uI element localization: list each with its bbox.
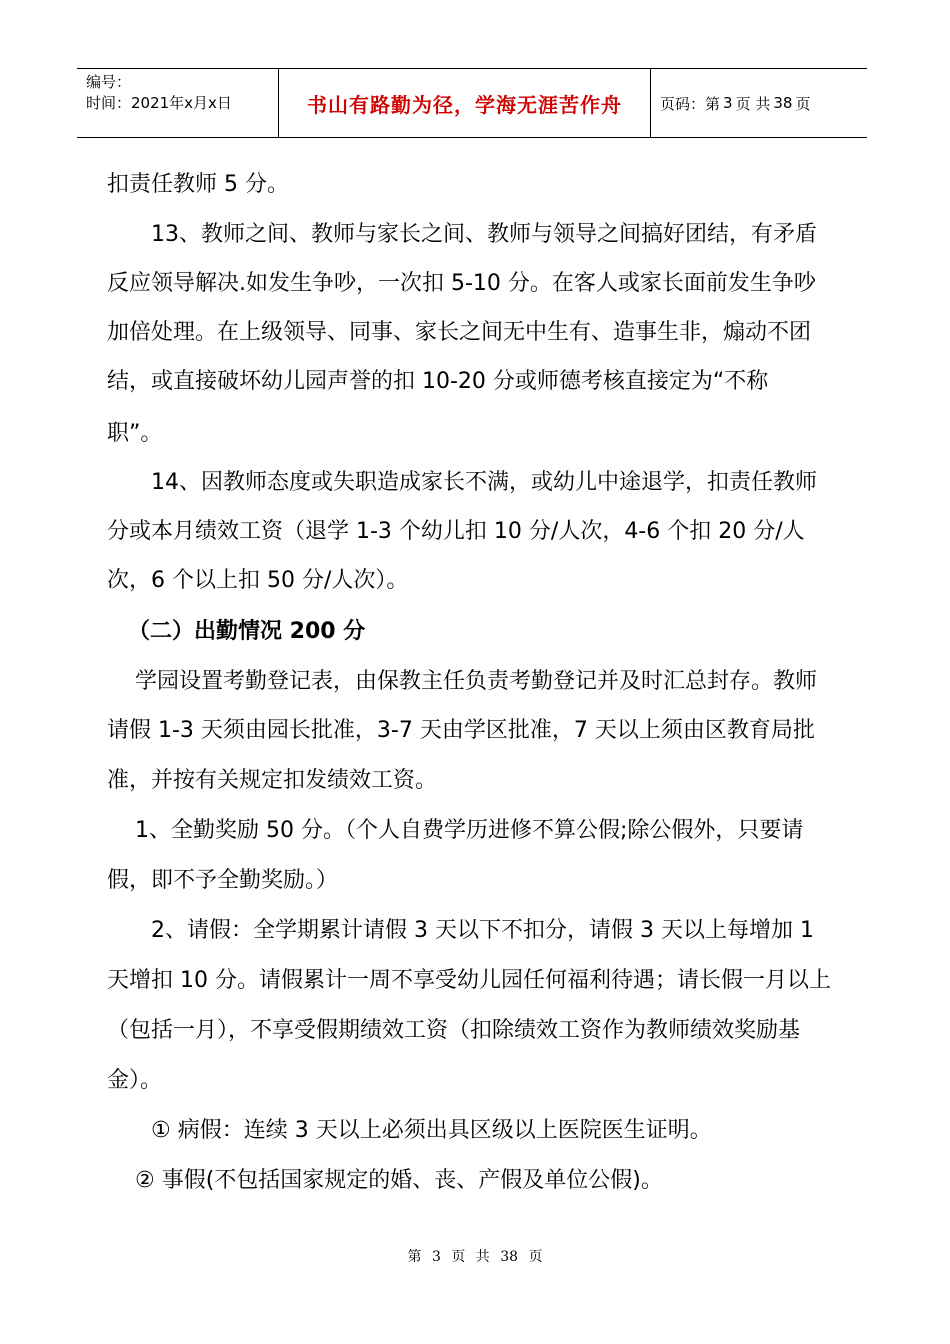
- body-line: 天增扣 10 分。请假累计一周不享受幼儿园任何福利待遇；请长假一月以上: [107, 968, 831, 993]
- motto-text: 书山有路勤为径，学海无涯苦作舟: [307, 92, 622, 117]
- footer-page-current: 3: [431, 1249, 441, 1265]
- body-line: 13、教师之间、教师与家长之间、教师与领导之间搞好团结，有矛盾: [151, 222, 817, 247]
- body-line: 假，即不予全勤奖励。）: [107, 868, 339, 893]
- footer-page-total: 38: [500, 1249, 519, 1265]
- date-label: 时间：2021年x月x日: [86, 94, 232, 112]
- body-line: 结，或直接破坏幼儿园声誉的扣 10-20 分或师德考核直接定为“不称: [107, 369, 769, 394]
- body-line: 金）。: [107, 1068, 163, 1093]
- body-line: 加倍处理。在上级领导、同事、家长之间无中生有、造事生非，煽动不团: [107, 320, 812, 345]
- page-suffix: 页: [795, 94, 811, 113]
- body-line: 1、全勤奖励 50 分。（个人自费学历进修不算公假;除公假外，只要请: [135, 818, 804, 843]
- page-prefix: 页码：第: [660, 94, 721, 113]
- page-header: [77, 68, 867, 138]
- footer-mid1: 页: [451, 1249, 466, 1265]
- list-item: ② 事假(不包括国家规定的婚、丧、产假及单位公假)。: [135, 1168, 663, 1193]
- body-line: 14、因教师态度或失职造成家长不满，或幼儿中途退学，扣责任教师: [151, 470, 817, 495]
- body-line: 扣责任教师 5 分。: [107, 172, 289, 197]
- body-line: 分或本月绩效工资（退学 1-3 个幼儿扣 10 分/人次，4-6 个扣 20 分/人: [107, 519, 805, 544]
- serial-number-label: 编号：: [86, 73, 132, 91]
- page-mid: 页 共: [735, 94, 771, 113]
- body-line: 反应领导解决.如发生争吵，一次扣 5-10 分。在客人或家长面前发生争吵: [107, 271, 816, 296]
- body-line: （包括一月），不享受假期绩效工资（扣除绩效工资作为教师绩效奖励基: [107, 1018, 801, 1043]
- body-line: 2、请假：全学期累计请假 3 天以下不扣分，请假 3 天以上每增加 1: [151, 918, 814, 943]
- body-line: 准，并按有关规定扣发绩效工资。: [107, 768, 438, 793]
- page-footer: [0, 1246, 950, 1266]
- header-page-cell: [651, 69, 867, 137]
- footer-mid2: 共: [475, 1249, 490, 1265]
- footer-prefix: 第: [407, 1249, 422, 1265]
- list-item: ① 病假：连续 3 天以上必须出具区级以上医院医生证明。: [151, 1118, 712, 1143]
- page-current: 3: [723, 94, 733, 112]
- body-line: 次，6 个以上扣 50 分/人次）。: [107, 568, 409, 593]
- header-motto-cell: [279, 69, 651, 137]
- body-line: 学园设置考勤登记表，由保教主任负责考勤登记并及时汇总封存。教师: [135, 669, 818, 694]
- header-meta-cell: [77, 69, 279, 137]
- footer-suffix: 页: [528, 1249, 543, 1265]
- section-heading: （二）出勤情况 200 分: [128, 619, 366, 644]
- page-total: 38: [773, 94, 793, 112]
- body-line: 职”。: [107, 421, 163, 446]
- body-line: 请假 1-3 天须由园长批准，3-7 天由学区批准，7 天以上须由区教育局批: [107, 718, 815, 743]
